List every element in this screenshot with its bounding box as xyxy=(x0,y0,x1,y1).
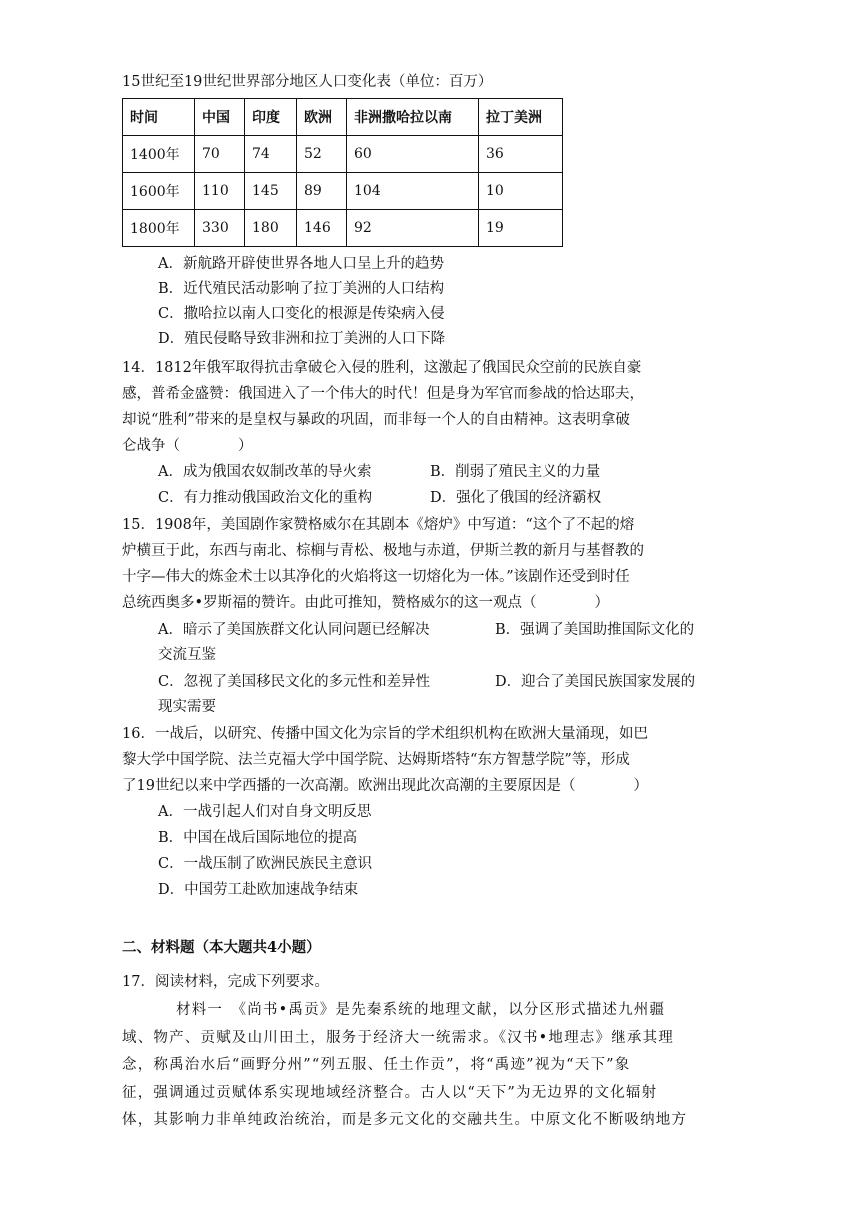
q15-option-a: A．暗示了美国族群文化认同问题已经解决 xyxy=(158,622,430,638)
header-cell: 欧洲 xyxy=(297,99,347,136)
table-cell: 60 xyxy=(347,136,479,173)
q14-stem-line: 仑战争（ ） xyxy=(122,438,253,454)
q14-stem-line: 14．1812年俄军取得抗击拿破仑入侵的胜利，这激起了俄国民众空前的民族自豪 xyxy=(122,360,642,376)
header-cell: 拉丁美洲 xyxy=(479,99,563,136)
header-cell: 时间 xyxy=(123,99,195,136)
table-cell: 70 xyxy=(195,136,245,173)
table-cell: 146 xyxy=(297,210,347,247)
q16-option-b: B．中国在战后国际地位的提高 xyxy=(158,830,358,846)
q14-option-c: C．有力推动俄国政治文化的重构 xyxy=(158,490,373,506)
q17-intro: 17．阅读材料，完成下列要求。 xyxy=(122,974,329,990)
header-cell: 中国 xyxy=(195,99,245,136)
section-heading: 二、材料题（本大题共4小题） xyxy=(122,939,321,956)
table-cell: 89 xyxy=(297,173,347,210)
table-caption: 15世纪至19世纪世界部分地区人口变化表（单位：百万） xyxy=(122,74,493,90)
table-cell: 145 xyxy=(245,173,297,210)
q17-material-line: 材料一 《尚书•禹贡》是先秦系统的地理文献，以分区形式描述九州疆 xyxy=(176,1002,666,1018)
table-header-row xyxy=(123,99,563,136)
header-cell: 印度 xyxy=(245,99,297,136)
q15-option-b-cont: 交流互鉴 xyxy=(158,647,216,663)
q13-option-d: D．殖民侵略导致非洲和拉丁美洲的人口下降 xyxy=(158,331,446,347)
q13-option-b: B．近代殖民活动影响了拉丁美洲的人口结构 xyxy=(158,281,445,297)
table-cell: 110 xyxy=(195,173,245,210)
q16-option-a: A．一战引起人们对自身文明反思 xyxy=(158,804,372,820)
q13-option-a: A．新航路开辟使世界各地人口呈上升的趋势 xyxy=(158,256,444,272)
table-row xyxy=(123,210,563,247)
q17-material-line: 征，强调通过贡赋体系实现地域经济整合。古人以“天下”为无边界的文化辐射 xyxy=(122,1085,658,1101)
q16-stem-line: 16．一战后，以研究、传播中国文化为宗旨的学术组织机构在欧洲大量涌现，如巴 xyxy=(122,726,648,742)
header-cell: 非洲撒哈拉以南 xyxy=(347,99,479,136)
table-cell: 1600年 xyxy=(123,173,195,210)
q14-stem-line: 感，普希金盛赞：俄国进入了一个伟大的时代！但是身为军官而参战的恰达耶夫， xyxy=(122,386,644,402)
q15-option-d-cont: 现实需要 xyxy=(158,699,216,715)
table-cell: 92 xyxy=(347,210,479,247)
q14-option-b: B．削弱了殖民主义的力量 xyxy=(430,464,601,480)
q14-option-d: D．强化了俄国的经济霸权 xyxy=(430,490,602,506)
q17-material-line: 体，其影响力非单纯政治统治，而是多元文化的交融共生。中原文化不断吸纳地方 xyxy=(122,1112,688,1128)
q15-option-b: B．强调了美国助推国际文化的 xyxy=(495,622,695,638)
q15-stem-line: 15．1908年，美国剧作家赞格威尔在其剧本《熔炉》中写道：“这个了不起的熔 xyxy=(122,517,635,533)
q15-stem-line: 炉横亘于此，东西与南北、棕榈与青松、极地与赤道，伊斯兰教的新月与基督教的 xyxy=(122,543,644,559)
q14-option-a: A．成为俄国农奴制改革的导火索 xyxy=(158,464,372,480)
table-cell: 180 xyxy=(245,210,297,247)
table-cell: 1400年 xyxy=(123,136,195,173)
table-row xyxy=(123,173,563,210)
table-cell: 52 xyxy=(297,136,347,173)
table-cell: 1800年 xyxy=(123,210,195,247)
table-cell: 10 xyxy=(479,173,563,210)
q16-stem-line: 黎大学中国学院、法兰克福大学中国学院、达姆斯塔特“东方智慧学院”等，形成 xyxy=(122,752,630,768)
table-cell: 36 xyxy=(479,136,563,173)
q13-option-c: C．撒哈拉以南人口变化的根源是传染病入侵 xyxy=(158,306,445,322)
table-cell: 74 xyxy=(245,136,297,173)
q17-material-line: 念，称禹治水后“画野分州”“列五服、任土作贡”，将“禹迹”视为“天下”象 xyxy=(122,1057,631,1073)
table-row xyxy=(123,136,563,173)
q15-option-d: D．迎合了美国民族国家发展的 xyxy=(495,674,696,690)
q16-stem-line: 了19世纪以来中学西播的一次高潮。欧洲出现此次高潮的主要原因是（ ） xyxy=(122,778,648,794)
q15-stem-line: 总统西奥多•罗斯福的赞许。由此可推知，赞格威尔的这一观点（ ） xyxy=(122,595,610,611)
q17-material-line: 域、物产、贡赋及山川田土，服务于经济大一统需求。《汉书•地理志》继承其理 xyxy=(122,1030,674,1046)
q16-option-c: C．一战压制了欧洲民族民主意识 xyxy=(158,856,373,872)
q15-stem-line: 十字—伟大的炼金术士以其净化的火焰将这一切熔化为一体。”该剧作还受到时任 xyxy=(122,569,630,585)
table-cell: 330 xyxy=(195,210,245,247)
population-table xyxy=(122,98,563,247)
q15-option-c: C．忽视了美国移民文化的多元性和差异性 xyxy=(158,674,431,690)
q16-option-d: D．中国劳工赴欧加速战争结束 xyxy=(158,882,359,898)
table-cell: 104 xyxy=(347,173,479,210)
table-cell: 19 xyxy=(479,210,563,247)
q14-stem-line: 却说“胜利”带来的是皇权与暴政的巩固，而非每一个人的自由精神。这表明拿破 xyxy=(122,412,630,428)
